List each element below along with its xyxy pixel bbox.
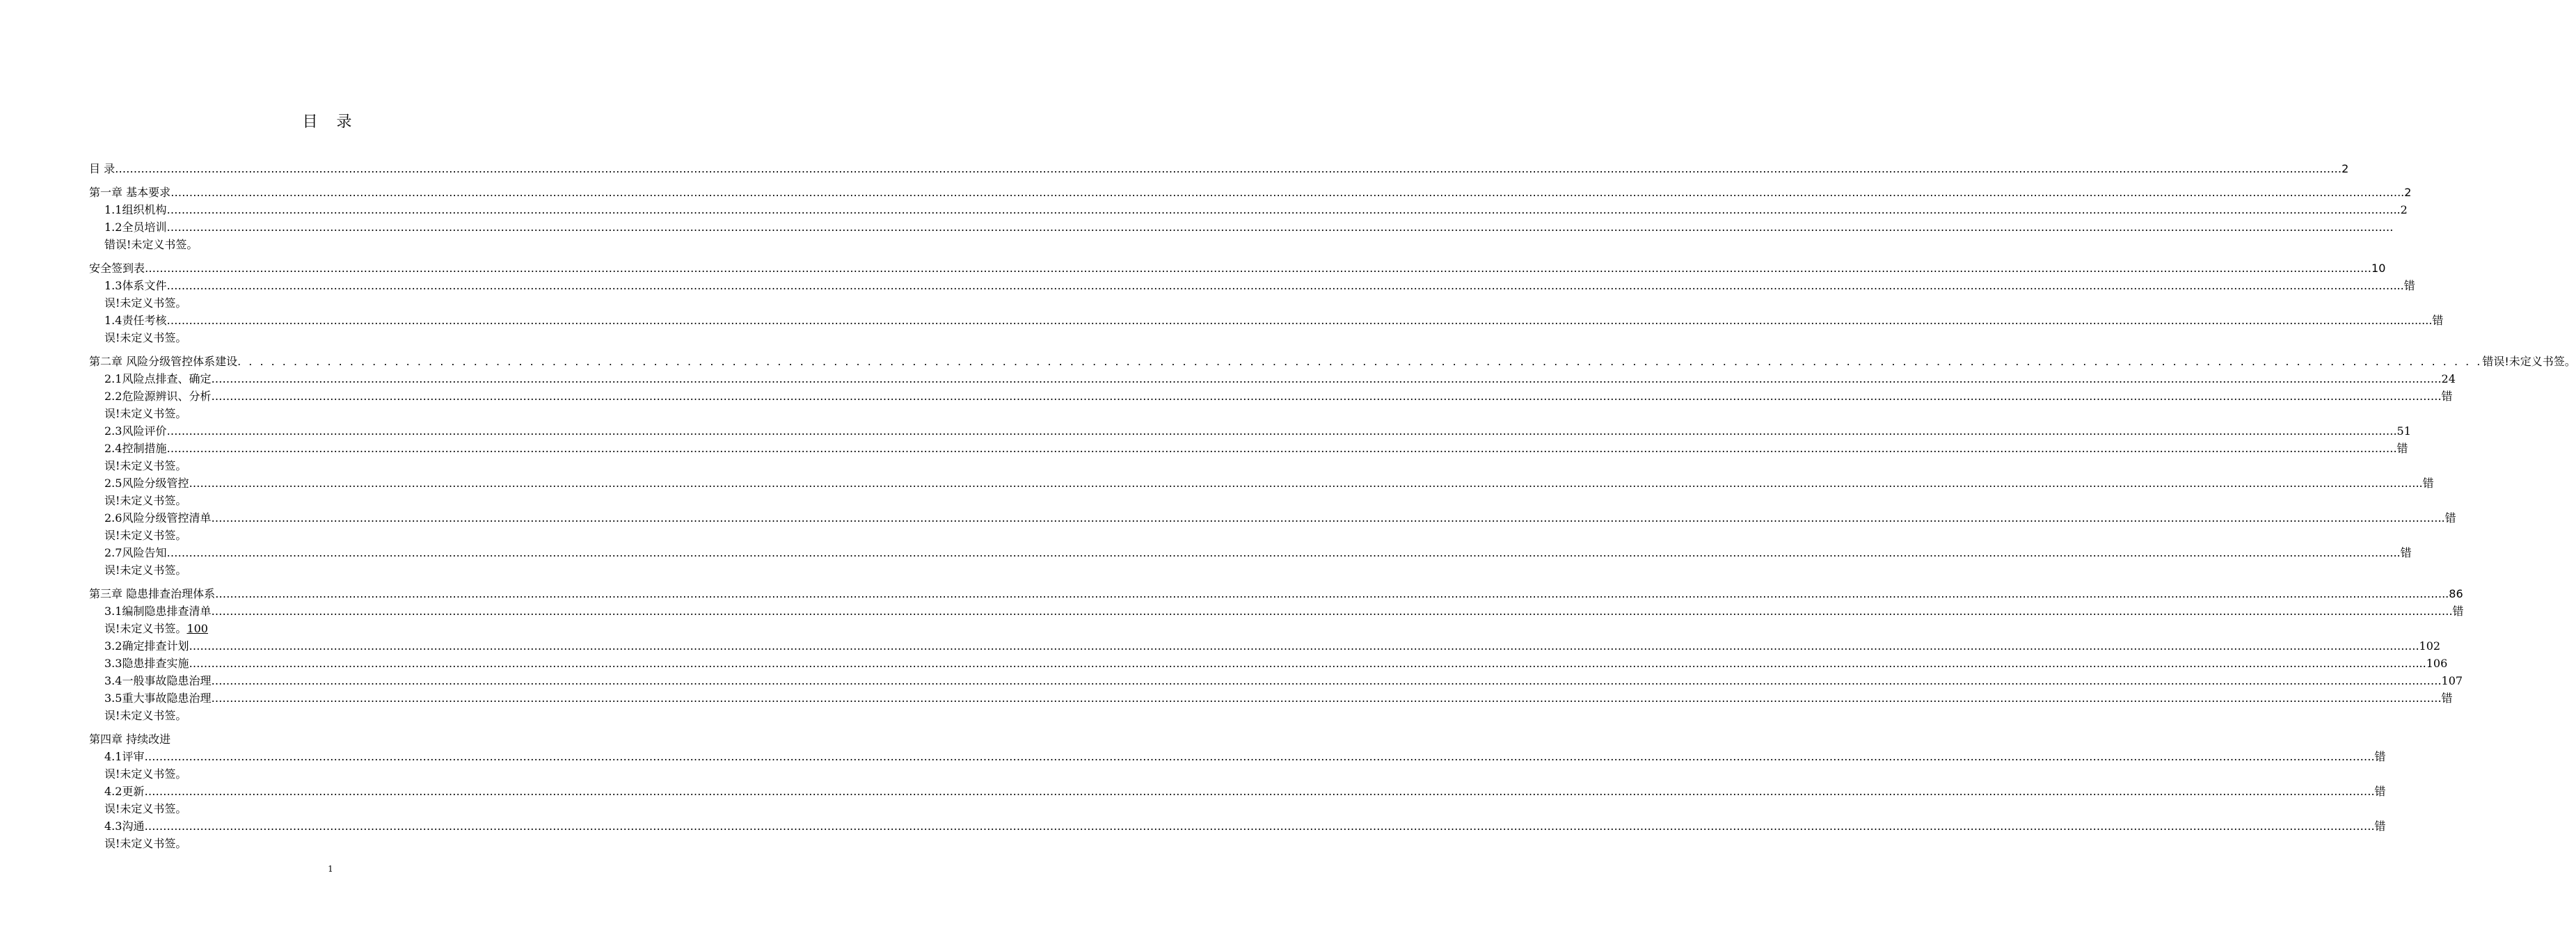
- toc-entry-label: 1.1组织机构: [104, 203, 167, 216]
- toc-entry-continuation: [104, 457, 579, 474]
- toc-section-entry[interactable]: [89, 655, 2448, 672]
- toc-dot-leader: ……………………………………………………………………………………………………………………………………………………………………………………………………………………………………………………………………………………………………………………………………………………………………………………………………………………………………………………………………………………………………………………………………………………: [211, 511, 2438, 525]
- toc-error-text: 误!未定义书签。: [104, 802, 187, 815]
- toc-error-text: 误!未定义书签。: [104, 622, 187, 635]
- toc-entry-label: 3.2确定排查计划: [104, 639, 189, 653]
- toc-error-text: 误!未定义书签。: [104, 459, 187, 472]
- toc-entry-label: 第三章 隐患排查治理体系: [89, 587, 216, 600]
- toc-page-number: .错: [2371, 820, 2386, 833]
- toc-dot-leader: ……………………………………………………………………………………………………………………………………………………………………………………………………………………………………………………………………………………………………………………………………………………………………………………………………………………………………………………………………………………………………………………………………………………: [166, 221, 2394, 234]
- toc-section-entry[interactable]: [89, 370, 2456, 387]
- toc-entry-row: [89, 353, 2576, 370]
- toc-section-entry[interactable]: [89, 748, 2386, 783]
- toc-page-number: ….错: [2438, 605, 2464, 618]
- toc-chapter-entry[interactable]: [89, 353, 2576, 370]
- toc-entry-label: 4.2更新: [104, 785, 145, 798]
- toc-dot-leader: ……………………………………………………………………………………………………………………………………………………………………………………………………………………………………………………………………………………………………………………………………………………………………………………………………………………………………………………………………………………………………………………………………………………: [166, 546, 2394, 559]
- toc-entry-label: 第四章 持续改进: [89, 733, 171, 746]
- toc-section-entry[interactable]: [89, 387, 2453, 422]
- toc-dot-leader: ……………………………………………………………………………………………………………………………………………………………………………………………………………………………………………………………………………………………………………………………………………………………………………………………………………………………………………………………………………………………………………………………………………………: [144, 785, 2371, 798]
- toc-entry-label: 目 录: [89, 162, 116, 175]
- toc-dot-leader: ……………………………………………………………………………………………………………………………………………………………………………………………………………………………………………………………………………………………………………………………………………………………………………………………………………………………………………………………………………………………………………………………………………………: [145, 262, 2372, 275]
- toc-error-text: 误!未定义书签。: [104, 494, 187, 507]
- toc-entry-label: 1.4责任考核: [104, 314, 167, 327]
- toc-entry-label: 2.3风险评价: [104, 424, 167, 438]
- toc-section-entry[interactable]: [89, 637, 2441, 655]
- toc-error-text: 误!未定义书签。: [104, 331, 187, 344]
- toc-page-number: ...........错: [2393, 314, 2444, 327]
- toc-entry-label: 3.3隐患排查实施: [104, 657, 189, 670]
- toc-entry-label: 4.1评审: [104, 750, 145, 763]
- toc-entry-label: 2.6风险分级管控清单: [104, 511, 212, 525]
- toc-entry-continuation: [104, 620, 579, 637]
- toc-entry-row: [104, 440, 2408, 457]
- toc-section-entry[interactable]: [89, 783, 2386, 817]
- toc-error-text: 误!未定义书签。: [104, 296, 187, 310]
- toc-entry-continuation: [104, 561, 579, 579]
- toc-entry-label: 1.2全员培训: [104, 221, 167, 234]
- toc-dot-leader: ……………………………………………………………………………………………………………………………………………………………………………………………………………………………………………………………………………………………………………………………………………………………………………………………………………………………………………………………………………………………………………………………………………………: [144, 750, 2371, 763]
- toc-dot-leader: ……………………………………………………………………………………………………………………………………………………………………………………………………………………………………………………………………………………………………………………………………………………………………………………………………………………………………………………………………………………………………………………………………………………: [166, 424, 2394, 438]
- toc-title: 目 录: [302, 113, 359, 131]
- toc-dot-leader: ……………………………………………………………………………………………………………………………………………………………………………………………………………………………………………………………………………………………………………………………………………………………………………………………………………………………………………………………………………………………………………………………………………………: [189, 639, 2416, 653]
- toc-dot-leader: ……………………………………………………………………………………………………………………………………………………………………………………………………………………………………………………………………………………………………………………………………………………………………………………………………………………………………………………………………………………………………………………………………………………: [211, 674, 2438, 687]
- toc-entry-row: [104, 201, 2408, 218]
- toc-section-entry[interactable]: [89, 201, 2408, 218]
- toc-dot-leader: ……………………………………………………………………………………………………………………………………………………………………………………………………………………………………………………………………………………………………………………………………………………………………………………………………………………………………………………………………………………………………………………………………………………: [115, 162, 2342, 175]
- toc-section-entry[interactable]: [89, 422, 2411, 440]
- toc-entry-row: [89, 585, 2463, 602]
- toc-page-number: .错: [2393, 442, 2408, 455]
- toc-page-number: ..2: [2397, 186, 2412, 199]
- toc-entry-label: 3.1编制隐患排查清单: [104, 605, 212, 618]
- toc-entry-continuation: [104, 707, 579, 724]
- toc-section-entry[interactable]: [89, 544, 2412, 579]
- toc-entry-row: [89, 184, 2412, 201]
- toc-entry-row: [89, 259, 2386, 277]
- toc-entry-label: 3.5重大事故隐患治理: [104, 692, 212, 705]
- toc-entry-continuation: [104, 527, 579, 544]
- toc-page-number: .错: [2371, 750, 2386, 763]
- toc-section-entry[interactable]: [89, 817, 2386, 852]
- toc-page-number: .102: [2415, 639, 2441, 653]
- toc-chapter-entry[interactable]: [89, 160, 2349, 177]
- toc-entry-continuation: [104, 765, 579, 783]
- toc-chapter-entry[interactable]: [89, 585, 2463, 602]
- toc-entry-continuation: [104, 236, 579, 253]
- toc-section-entry[interactable]: [89, 509, 2456, 544]
- toc-entry-label: 安全签到表: [89, 262, 145, 275]
- toc-entry-label: 2.7风险告知: [104, 546, 167, 559]
- toc-entry-row: [104, 422, 2411, 440]
- toc-page-number: .107: [2438, 674, 2463, 687]
- toc-entry-row: [104, 689, 2453, 707]
- toc-entry-continuation: [104, 800, 579, 817]
- toc-dot-leader: . . . . . . . . . . . . . . . . . . . . . . . . . . . . . . . . . . . . . . . . . . . . . . . . . . . . . . . . . . . . . . . . . . . . . . . . . . . . . . . . . . . . . . . . . . . . . . . . . . . . . . . . . . . . . . . . . . . . . . . . . . . . . . . . . . . . . . . . . . . . . . . . . . . . . . . . . . . . . . . . . . . . . . . . . . . . . . . . . . . . . . . . . . . . . . . . . . . . . . . .: [237, 355, 2483, 368]
- toc-entry-continuation: [104, 329, 579, 346]
- toc-section-entry[interactable]: [89, 602, 2464, 637]
- toc-page-number: .错: [2438, 692, 2453, 705]
- toc-entry-row: [89, 730, 579, 748]
- toc-entry-row: [104, 312, 2444, 329]
- toc-entry-label: 2.5风险分级管控: [104, 477, 189, 490]
- toc-section-entry[interactable]: [89, 672, 2463, 689]
- toc-error-text: 错误!未定义书签。: [104, 238, 198, 251]
- toc-chapter-entry[interactable]: [89, 259, 2386, 277]
- toc-error-text: 误!未定义书签。: [104, 407, 187, 420]
- toc-error-text: 误!未定义书签。: [104, 709, 187, 722]
- toc-section-entry[interactable]: [89, 312, 2444, 346]
- toc-error-text: 误!未定义书签。: [104, 529, 187, 542]
- toc-page-number: 错误!未定义书签。: [2482, 355, 2576, 368]
- toc-dot-leader: ……………………………………………………………………………………………………………………………………………………………………………………………………………………………………………………………………………………………………………………………………………………………………………………………………………………………………………………………………………………………………………………………………………………: [189, 477, 2416, 490]
- toc-dot-leader: ……………………………………………………………………………………………………………………………………………………………………………………………………………………………………………………………………………………………………………………………………………………………………………………………………………………………………………………………………………………………………………………………………………………: [166, 314, 2394, 327]
- toc-entry-label: 1.3体系文件: [104, 279, 167, 292]
- toc-dot-leader: ……………………………………………………………………………………………………………………………………………………………………………………………………………………………………………………………………………………………………………………………………………………………………………………………………………………………………………………………………………………………………………………………………………………: [215, 587, 2442, 600]
- toc-entry-row: [104, 474, 2434, 492]
- toc-chapter-entry[interactable]: [89, 184, 2412, 201]
- toc-error-text: 误!未定义书签。: [104, 564, 187, 577]
- toc-entry-label: 2.1风险点排查、确定: [104, 372, 212, 385]
- toc-page-number: ..86: [2442, 587, 2463, 600]
- toc-page-number: ..错: [2438, 511, 2456, 525]
- toc-entry-label: 第二章 风险分级管控体系建设: [89, 355, 238, 368]
- page-number: 1: [328, 864, 333, 874]
- toc-dot-leader: ……………………………………………………………………………………………………………………………………………………………………………………………………………………………………………………………………………………………………………………………………………………………………………………………………………………………………………………………………………………………………………………………………………………: [211, 372, 2438, 385]
- toc-dot-leader: ……………………………………………………………………………………………………………………………………………………………………………………………………………………………………………………………………………………………………………………………………………………………………………………………………………………………………………………………………………………………………………………………………………………: [211, 692, 2438, 705]
- toc-entry-row: [104, 509, 2456, 527]
- toc-entry-row: [104, 783, 2386, 800]
- toc-dot-leader: ……………………………………………………………………………………………………………………………………………………………………………………………………………………………………………………………………………………………………………………………………………………………………………………………………………………………………………………………………………………………………………………………………………………: [189, 657, 2416, 670]
- toc-dot-leader: ……………………………………………………………………………………………………………………………………………………………………………………………………………………………………………………………………………………………………………………………………………………………………………………………………………………………………………………………………………………………………………………………………………………: [211, 605, 2438, 618]
- toc-error-text: 误!未定义书签。: [104, 837, 187, 850]
- toc-entry-row: [104, 387, 2453, 405]
- toc-dot-leader: ……………………………………………………………………………………………………………………………………………………………………………………………………………………………………………………………………………………………………………………………………………………………………………………………………………………………………………………………………………………………………………………………………………………: [166, 203, 2394, 216]
- toc-entry-row: [104, 637, 2441, 655]
- toc-entry-row: [104, 277, 2415, 294]
- toc-entry-row: [104, 672, 2463, 689]
- toc-entry-row: [104, 218, 2394, 236]
- toc-entry-row: [89, 160, 2349, 177]
- toc-error-text: 误!未定义书签。: [104, 767, 187, 781]
- toc-page-number: ..错: [2393, 546, 2412, 559]
- toc-section-entry[interactable]: [89, 689, 2453, 724]
- toc-page-number: 100: [186, 622, 208, 635]
- toc-page-number: 2: [2342, 162, 2349, 175]
- toc-section-entry[interactable]: [89, 218, 2394, 253]
- toc-dot-leader: ……………………………………………………………………………………………………………………………………………………………………………………………………………………………………………………………………………………………………………………………………………………………………………………………………………………………………………………………………………………………………………………………………………………: [144, 820, 2371, 833]
- toc-chapter-entry[interactable]: [89, 730, 579, 748]
- toc-entry-label: 4.3沟通: [104, 820, 145, 833]
- toc-page-number: .错: [2438, 390, 2453, 403]
- toc-entry-continuation: [104, 294, 579, 312]
- table-of-contents: [89, 160, 2576, 852]
- toc-section-entry[interactable]: [89, 277, 2415, 312]
- toc-entry-label: 2.2危险源辨识、分析: [104, 390, 212, 403]
- toc-entry-continuation: [104, 835, 579, 852]
- toc-entry-row: [104, 655, 2448, 672]
- toc-section-entry[interactable]: [89, 474, 2434, 509]
- toc-dot-leader: ……………………………………………………………………………………………………………………………………………………………………………………………………………………………………………………………………………………………………………………………………………………………………………………………………………………………………………………………………………………………………………………………………………………: [166, 279, 2394, 292]
- toc-entry-row: [104, 817, 2386, 835]
- toc-page-number: ..2: [2393, 203, 2408, 216]
- toc-entry-label: 2.4控制措施: [104, 442, 167, 455]
- toc-entry-row: [104, 370, 2456, 387]
- toc-page-number: 10: [2371, 262, 2386, 275]
- toc-entry-row: [104, 748, 2386, 765]
- toc-dot-leader: ……………………………………………………………………………………………………………………………………………………………………………………………………………………………………………………………………………………………………………………………………………………………………………………………………………………………………………………………………………………………………………………………………………………: [166, 442, 2394, 455]
- toc-entry-continuation: [104, 405, 579, 422]
- toc-entry-continuation: [104, 492, 579, 509]
- toc-dot-leader: ……………………………………………………………………………………………………………………………………………………………………………………………………………………………………………………………………………………………………………………………………………………………………………………………………………………………………………………………………………………………………………………………………………………: [211, 390, 2438, 403]
- toc-page-number: .24: [2438, 372, 2456, 385]
- toc-entry-row: [104, 602, 2464, 620]
- toc-page-number: .错: [2371, 785, 2386, 798]
- toc-page-number: .51: [2393, 424, 2411, 438]
- toc-section-entry[interactable]: [89, 440, 2408, 474]
- toc-page-number: ...106: [2415, 657, 2448, 670]
- toc-entry-label: 第一章 基本要求: [89, 186, 171, 199]
- toc-page-number: ...错: [2393, 279, 2415, 292]
- toc-entry-row: [104, 544, 2412, 561]
- toc-dot-leader: ……………………………………………………………………………………………………………………………………………………………………………………………………………………………………………………………………………………………………………………………………………………………………………………………………………………………………………………………………………………………………………………………………………………: [170, 186, 2398, 199]
- toc-entry-label: 3.4一般事故隐患治理: [104, 674, 212, 687]
- toc-page-number: ..错: [2415, 477, 2434, 490]
